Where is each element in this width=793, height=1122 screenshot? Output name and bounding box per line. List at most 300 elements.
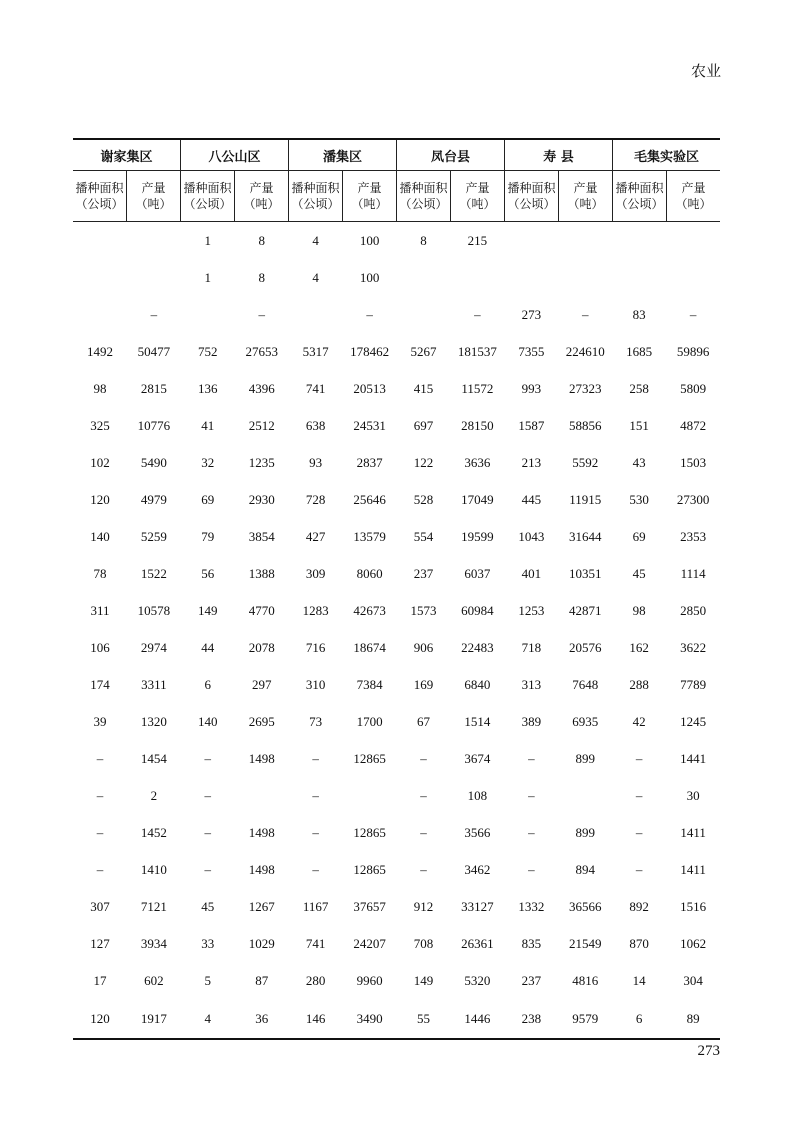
table-row [73, 481, 720, 518]
table-cell: 1411 [680, 825, 706, 841]
table-cell: 2974 [140, 640, 167, 656]
table-cell: 1267 [248, 899, 275, 915]
table-cell: 59896 [676, 343, 710, 359]
header-line: 播种面积 [183, 181, 232, 195]
table-cell: 1 [204, 269, 212, 285]
table-cell: 42 [632, 714, 646, 730]
table-cell: – [204, 788, 212, 804]
table-cell: 4 [204, 1010, 212, 1026]
table-cell: 181537 [457, 343, 497, 359]
table-cell: 1516 [680, 899, 707, 915]
table-cell: 30 [686, 788, 700, 804]
column-group-header: 凤台县 [396, 140, 504, 170]
table-cell: 6935 [572, 714, 599, 730]
table-cell: 2837 [356, 454, 383, 470]
table-cell: 98 [93, 380, 107, 396]
table-cell: 2815 [140, 380, 167, 396]
table-cell: 22483 [461, 640, 494, 656]
table-cell: 106 [90, 640, 110, 656]
header-line: 播种面积 [291, 181, 340, 195]
table-cell: 4770 [248, 602, 275, 618]
area-header [504, 171, 558, 221]
table-cell: 56 [201, 565, 215, 581]
table-cell: 716 [305, 640, 326, 656]
table-cell: 100 [359, 232, 380, 248]
table-row [73, 259, 720, 296]
table-cell: 2695 [248, 714, 275, 730]
table-cell: 1492 [86, 343, 113, 359]
table-cell: 32 [201, 454, 215, 470]
table-cell: 870 [629, 936, 649, 952]
table-cell: 528 [413, 491, 434, 507]
table-cell: 2930 [248, 491, 275, 507]
table-cell: 213 [521, 454, 542, 470]
table-cell: 1454 [140, 751, 167, 767]
table-cell: 1029 [248, 936, 275, 952]
table-cell: 4 [312, 232, 319, 248]
table-bottom-rule [73, 1038, 720, 1040]
table-cell: 60984 [461, 602, 494, 618]
header-line: 产量 [465, 181, 490, 195]
table-cell: 892 [629, 899, 649, 915]
table-cell: 3622 [680, 640, 707, 656]
table-row [73, 630, 720, 667]
table-cell: 835 [521, 936, 542, 952]
table-cell: 12865 [353, 751, 386, 767]
table-cell: – [96, 825, 104, 841]
table-cell: 7384 [356, 677, 383, 693]
header-line: （公顷） [399, 197, 448, 211]
table-row [73, 518, 720, 555]
table-cell: 1245 [680, 714, 707, 730]
table-cell: – [312, 751, 319, 767]
table-cell: – [635, 788, 643, 804]
table-cell: 5320 [464, 973, 491, 989]
table-cell: 6840 [464, 677, 491, 693]
table-cell: 2353 [680, 528, 707, 544]
table-cell: 1043 [518, 528, 545, 544]
table-cell: 18674 [353, 640, 386, 656]
table-cell: 27323 [569, 380, 602, 396]
group-header-row [73, 140, 720, 171]
table-cell: 741 [305, 936, 326, 952]
table-cell: – [528, 751, 535, 767]
table-cell: 313 [521, 677, 542, 693]
table-cell: 24207 [353, 936, 386, 952]
table-cell: 2512 [248, 417, 275, 433]
table-cell: 4396 [248, 380, 275, 396]
table-row [73, 889, 720, 926]
table-cell: – [689, 306, 697, 322]
table-cell: – [420, 788, 427, 804]
header-line: 播种面积 [615, 181, 664, 195]
output-header [666, 171, 720, 221]
header-line: 播种面积 [75, 181, 124, 195]
table-cell: 3462 [464, 862, 491, 878]
output-header [234, 171, 288, 221]
table-cell: 237 [413, 565, 434, 581]
column-group-header: 毛集实验区 [612, 140, 720, 170]
table-row [73, 592, 720, 629]
table-cell: 100 [359, 269, 380, 285]
table-cell: – [96, 862, 104, 878]
table-cell: 2 [150, 788, 158, 804]
table-row [73, 1000, 720, 1037]
output-header [126, 171, 180, 221]
table-cell: 1587 [518, 417, 545, 433]
table-cell: 149 [413, 973, 434, 989]
page-number: 273 [697, 1043, 720, 1059]
table-cell: – [528, 788, 535, 804]
table-cell: 297 [251, 677, 272, 693]
table-cell: 36566 [569, 899, 602, 915]
table-cell: 1685 [626, 343, 653, 359]
header-line: 产量 [357, 181, 382, 195]
table-cell: 1062 [680, 936, 707, 952]
table-cell: 288 [629, 677, 649, 693]
table-cell: 554 [413, 528, 434, 544]
data-table [73, 138, 720, 1040]
table-row [73, 333, 720, 370]
table-cell: 1 [204, 232, 212, 248]
table-cell: 8060 [356, 565, 383, 581]
table-cell: 45 [632, 565, 646, 581]
table-cell: – [528, 825, 535, 841]
table-cell: – [474, 306, 481, 322]
table-cell: 25646 [353, 491, 386, 507]
table-cell: 7355 [518, 343, 545, 359]
table-cell: 67 [416, 714, 430, 730]
table-cell: 4816 [572, 973, 599, 989]
table-cell: 69 [632, 528, 646, 544]
table-cell: – [204, 825, 212, 841]
table-cell: 894 [575, 862, 595, 878]
header-line: 产量 [573, 181, 598, 195]
table-cell: 98 [632, 602, 646, 618]
table-cell: 1573 [410, 602, 437, 618]
table-cell: 174 [90, 677, 110, 693]
table-cell: – [420, 751, 427, 767]
header-line: （吨） [351, 197, 388, 211]
table-cell: 33127 [461, 899, 494, 915]
table-cell: 1235 [248, 454, 275, 470]
table-cell: 12865 [353, 862, 386, 878]
output-header [342, 171, 396, 221]
table-cell: 311 [90, 602, 110, 618]
running-head: 农业 [690, 62, 721, 80]
table-cell: 741 [305, 380, 326, 396]
table-cell: 638 [305, 417, 326, 433]
table-cell: 4 [312, 269, 319, 285]
table-cell: 6 [635, 1010, 643, 1026]
table-cell: 19599 [461, 528, 494, 544]
table-cell: 120 [90, 491, 110, 507]
table-cell: 5267 [410, 343, 437, 359]
table-cell: 73 [309, 714, 323, 730]
header-line: （公顷） [615, 197, 664, 211]
table-cell: 42871 [569, 602, 602, 618]
header-line: （公顷） [75, 197, 124, 211]
table-cell: 120 [90, 1010, 110, 1026]
table-row [73, 741, 720, 778]
table-cell: 708 [413, 936, 434, 952]
table-cell: 169 [413, 677, 434, 693]
output-header [558, 171, 612, 221]
table-cell: – [204, 862, 212, 878]
table-cell: – [204, 751, 212, 767]
table-cell: 899 [575, 751, 595, 767]
table-cell: 28150 [461, 417, 494, 433]
table-cell: 1498 [248, 751, 275, 767]
table-cell: 1514 [464, 714, 491, 730]
table-cell: 1283 [302, 602, 329, 618]
table-row [73, 222, 720, 259]
table-cell: 3311 [141, 677, 167, 693]
table-cell: 3674 [464, 751, 491, 767]
header-line: （公顷） [291, 197, 340, 211]
table-cell: 20513 [353, 380, 386, 396]
table-cell: 17 [93, 973, 107, 989]
table-cell: 27300 [676, 491, 710, 507]
table-cell: 1167 [302, 899, 329, 915]
area-header [396, 171, 450, 221]
column-group-header: 寿 县 [504, 140, 612, 170]
table-cell: 31644 [569, 528, 602, 544]
header-line: 播种面积 [399, 181, 448, 195]
table-cell: 1700 [356, 714, 383, 730]
table-cell: 237 [521, 973, 542, 989]
header-line: 产量 [141, 181, 166, 195]
table-cell: – [96, 788, 104, 804]
table-row [73, 444, 720, 481]
table-cell: 415 [413, 380, 434, 396]
table-cell: 10776 [137, 417, 171, 433]
table-cell: 3854 [248, 528, 275, 544]
table-cell: – [312, 825, 319, 841]
table-cell: 178462 [350, 343, 390, 359]
table-cell: 89 [686, 1010, 700, 1026]
table-cell: 14 [632, 973, 646, 989]
table-cell: 8 [258, 269, 265, 285]
sub-header-row [73, 171, 720, 222]
header-line: （公顷） [183, 197, 232, 211]
table-cell: 9960 [356, 973, 383, 989]
table-cell: 69 [201, 491, 215, 507]
table-cell: 78 [93, 565, 107, 581]
table-cell: 1320 [140, 714, 167, 730]
table-cell: 6 [204, 677, 212, 693]
table-cell: 1446 [464, 1010, 491, 1026]
table-cell: 122 [413, 454, 434, 470]
table-cell: 12865 [353, 825, 386, 841]
table-cell: 389 [521, 714, 542, 730]
table-cell: 5592 [572, 454, 599, 470]
table-cell: 427 [305, 528, 326, 544]
table-cell: 5490 [140, 454, 167, 470]
table-cell: 21549 [569, 936, 602, 952]
table-cell: 224610 [565, 343, 605, 359]
table-cell: 26361 [461, 936, 494, 952]
table-cell: 151 [629, 417, 649, 433]
table-cell: 37657 [353, 899, 386, 915]
header-line: 产量 [681, 181, 706, 195]
table-cell: – [312, 788, 319, 804]
table-row [73, 667, 720, 704]
table-cell: 307 [90, 899, 110, 915]
table-cell: 27653 [245, 343, 278, 359]
table-cell: 7121 [140, 899, 167, 915]
table-cell: 273 [521, 306, 542, 322]
table-cell: 5259 [140, 528, 167, 544]
table-cell: 4979 [140, 491, 167, 507]
area-header [612, 171, 666, 221]
table-cell: 79 [201, 528, 215, 544]
table-cell: 280 [305, 973, 326, 989]
table-cell: 325 [90, 417, 110, 433]
table-cell: 11572 [461, 380, 494, 396]
table-row [73, 852, 720, 889]
table-cell: – [366, 306, 373, 322]
table-row [73, 963, 720, 1000]
table-cell: 4872 [680, 417, 707, 433]
header-line: （吨） [675, 197, 712, 211]
table-cell: 39 [93, 714, 107, 730]
area-header [73, 171, 126, 221]
table-cell: 8 [258, 232, 265, 248]
table-cell: 8 [420, 232, 427, 248]
table-row [73, 407, 720, 444]
table-cell: 1410 [140, 862, 167, 878]
table-cell: 43 [632, 454, 646, 470]
table-cell: 9579 [572, 1010, 599, 1026]
table-cell: 1498 [248, 862, 275, 878]
table-cell: 5317 [302, 343, 329, 359]
table-cell: 1411 [680, 862, 706, 878]
table-cell: 728 [305, 491, 326, 507]
table-cell: 238 [521, 1010, 542, 1026]
table-cell: 13579 [353, 528, 386, 544]
table-cell: 42673 [353, 602, 386, 618]
table-cell: 17049 [461, 491, 494, 507]
table-cell: 445 [521, 491, 542, 507]
header-line: 产量 [249, 181, 274, 195]
table-cell: 752 [198, 343, 218, 359]
table-cell: 1441 [680, 751, 707, 767]
table-cell: 55 [416, 1010, 430, 1026]
column-group-header: 潘集区 [288, 140, 396, 170]
table-cell: 7648 [572, 677, 599, 693]
header-line: （吨） [567, 197, 604, 211]
header-line: （公顷） [507, 197, 556, 211]
table-cell: 36 [255, 1010, 269, 1026]
table-cell: – [528, 862, 535, 878]
header-line: （吨） [243, 197, 280, 211]
area-header [288, 171, 342, 221]
table-cell: 5 [204, 973, 212, 989]
column-group-header: 谢家集区 [100, 149, 153, 165]
table-cell: 6037 [464, 565, 491, 581]
table-cell: 215 [467, 232, 488, 248]
table-cell: 993 [521, 380, 542, 396]
table-cell: – [635, 751, 643, 767]
column-group-header: 八公山区 [180, 140, 288, 170]
table-cell: 41 [201, 417, 215, 433]
table-cell: 309 [305, 565, 326, 581]
table-cell: – [150, 306, 158, 322]
table-cell: – [582, 306, 589, 322]
table-cell: – [635, 862, 643, 878]
table-cell: 11915 [569, 491, 602, 507]
table-cell: 258 [629, 380, 649, 396]
table-cell: 3490 [356, 1010, 383, 1026]
table-body [73, 222, 720, 1037]
table-cell: 697 [413, 417, 434, 433]
table-cell: – [258, 306, 265, 322]
table-cell: 2850 [680, 602, 707, 618]
table-cell: 3566 [464, 825, 491, 841]
table-cell: 1114 [680, 565, 706, 581]
table-cell: 1388 [248, 565, 275, 581]
table-cell: 602 [144, 973, 164, 989]
table-cell: 906 [413, 640, 434, 656]
table-row [73, 926, 720, 963]
table-cell: 58856 [569, 417, 602, 433]
table-cell: 140 [90, 528, 110, 544]
table-cell: 10351 [569, 565, 602, 581]
table-cell: 3636 [464, 454, 491, 470]
table-cell: 912 [413, 899, 434, 915]
table-row [73, 370, 720, 407]
table-cell: 162 [629, 640, 649, 656]
table-cell: 45 [201, 899, 215, 915]
table-cell: 87 [255, 973, 269, 989]
table-cell: 1503 [680, 454, 707, 470]
table-cell: 310 [305, 677, 326, 693]
table-row [73, 704, 720, 741]
table-cell: 50477 [137, 343, 171, 359]
header-line: （吨） [459, 197, 496, 211]
table-cell: 7789 [680, 677, 707, 693]
table-cell: 2078 [248, 640, 275, 656]
table-cell: 1917 [140, 1010, 167, 1026]
header-line: （吨） [135, 197, 172, 211]
table-cell: 108 [467, 788, 488, 804]
table-cell: 1452 [140, 825, 167, 841]
table-cell: 5809 [680, 380, 707, 396]
table-cell: 127 [90, 936, 110, 952]
table-cell: 10578 [137, 602, 171, 618]
table-cell: 3934 [140, 936, 167, 952]
table-row [73, 778, 720, 815]
table-cell: 20576 [569, 640, 602, 656]
table-cell: 146 [305, 1010, 326, 1026]
table-cell: – [420, 825, 427, 841]
table-cell: 1253 [518, 602, 545, 618]
table-row [73, 296, 720, 333]
table-cell: 140 [198, 714, 218, 730]
table-cell: 1522 [140, 565, 167, 581]
table-cell: 899 [575, 825, 595, 841]
table-cell: 83 [632, 306, 646, 322]
header-line: 播种面积 [507, 181, 556, 195]
table-cell: 1498 [248, 825, 275, 841]
table-cell: 530 [629, 491, 649, 507]
table-cell: 136 [198, 380, 218, 396]
table-cell: 304 [683, 973, 703, 989]
table-cell: – [312, 862, 319, 878]
table-cell: 102 [90, 454, 110, 470]
table-cell: 33 [201, 936, 215, 952]
